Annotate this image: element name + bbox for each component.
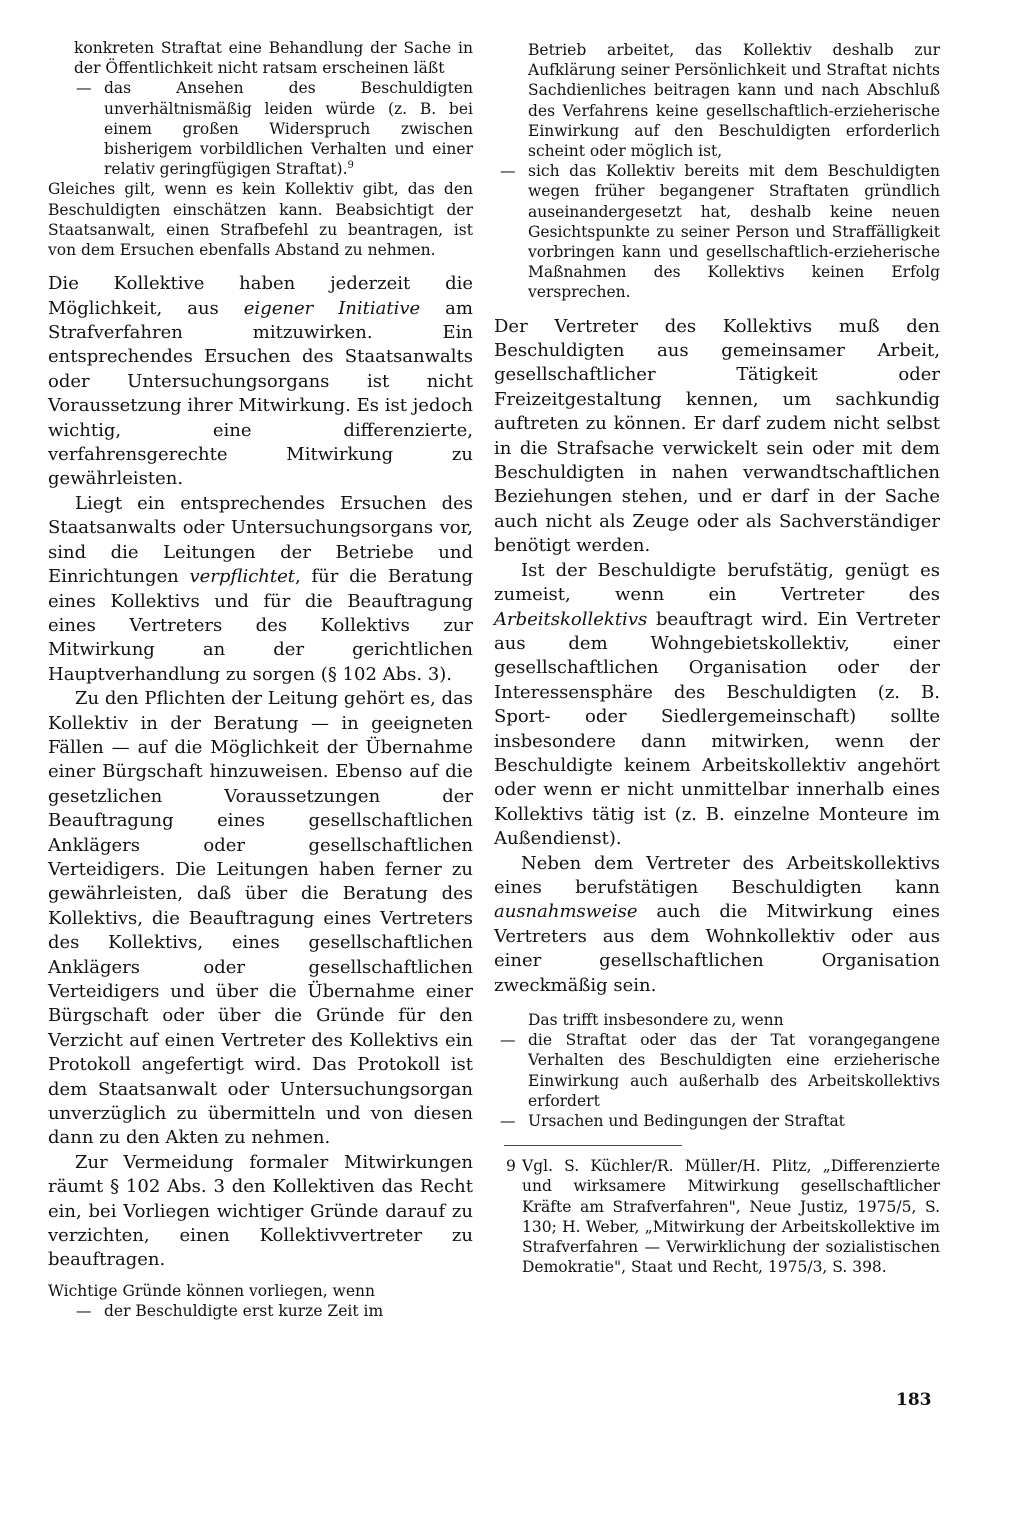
list-item-continuation: Betrieb arbeitet, das Kollektiv deshalb zur Aufklärung seiner Persönlichkeit und Straftat nichts Sachdienliches beitragen kann und nach Abschluß des Verfahrens keine gesellschaftlich-erzieherische Einwirkung auf den Beschuldigten erforderlich scheint oder möglich ist, <box>528 41 940 161</box>
dash-marker: — <box>500 162 516 181</box>
right-column <box>494 40 940 1277</box>
list-item <box>494 1111 940 1131</box>
list-intro: Wichtige Gründe können vorliegen, wenn <box>48 1281 375 1300</box>
emphasis: Arbeitskollektivs <box>494 608 648 630</box>
dash-marker: — <box>500 1112 516 1131</box>
footnote <box>494 1156 940 1277</box>
dash-marker: — <box>500 1031 516 1050</box>
paragraph: Der Vertreter des Kollektivs muß den Beschuldigten aus gemeinsamer Arbeit, gesellschaftlicher Tätigkeit oder Freizeitgestaltung kennen, um sachkundig auftreten zu können. Er darf zudem nicht selbst in die Strafsache verwickelt sein oder mit dem Beschuldigten in nahen verwandtschaftlichen Beziehungen stehen, und er darf in der Sache auch nicht als Zeuge oder als Sachverständiger benötigt werden. <box>494 315 940 557</box>
emphasis: eigener Initiative <box>243 297 421 319</box>
list-item-text: die Straftat oder das der Tat vorangegangene Verhalten des Beschuldigten eine erzieherische Einwirkung auch außerhalb des Arbeitskollektivs erfordert <box>528 1031 940 1110</box>
footnote-text: Vgl. S. Küchler/R. Müller/H. Plitz, „Differenzierte und wirksamere Mitwirkung gesellschaftlicher Kräfte am Strafverfahren", Neue Justiz, 1975/5, S. 130; H. Weber, „Mitwirkung der Arbeitskollektive im Strafverfahren — Verwirklichung der sozialistischen Demokratie", Staat und Recht, 1975/3, S. 398. <box>522 1157 940 1277</box>
page-number: 183 <box>896 1390 932 1410</box>
emphasis: verpflichtet <box>189 566 295 588</box>
list-item-text: Ursachen und Bedingungen der Straftat <box>528 1112 845 1131</box>
list-item <box>494 1030 940 1111</box>
emphasis: ausnahmsweise <box>494 901 638 923</box>
list-item <box>74 78 473 179</box>
list-item-continuation: konkreten Straftat eine Behandlung der Sache in der Öffentlichkeit nicht ratsam erscheinen läßt <box>74 39 473 78</box>
dash-marker: — <box>76 79 92 98</box>
paragraph: Zur Vermeidung formaler Mitwirkungen räumt § 102 Abs. 3 den Kollektiven das Recht ein, bei Vorliegen wichtiger Gründe darauf zu verzichten, einen Kollektivvertreter zu beauftragen. <box>48 1151 473 1271</box>
paragraph: Neben dem Vertreter des Arbeitskollektivs eines berufstätigen Beschuldigten kann ausnahmsweise auch die Mitwirkung eines Vertreters aus dem Wohnkollektiv oder aus einer gesellschaftlichen Organisation zweckmäßig sein. <box>494 852 940 996</box>
list-item <box>74 1301 473 1321</box>
footnote-divider <box>504 1145 682 1146</box>
footnote-ref: 9 <box>347 160 354 172</box>
paragraph: Die Kollektive haben jederzeit die Möglichkeit, aus eigener Initiative am Strafverfahren mitzuwirken. Ein entsprechendes Ersuchen des Staatsanwalts oder Untersuchungsorgans ist nicht Voraussetzung ihrer Mitwirkung. Es ist jedoch wichtig, eine differenzierte, verfahrensgerechte Mitwirkung zu gewährleisten. <box>48 273 473 490</box>
footnote-number: 9 <box>506 1157 516 1176</box>
list-item-text: der Beschuldigte erst kurze Zeit im <box>104 1302 384 1321</box>
list-item-text: sich das Kollektiv bereits mit dem Beschuldigten wegen früher begangener Straftaten gründlich auseinandergesetzt hat, deshalb keine neuen Gesichtspunkte zu seiner Person und Straffälligkeit vorbringen kann und gesellschaftlich-erzieherische Maßnahmen des Kollektivs keinen Erfolg versprechen. <box>528 162 940 302</box>
paragraph: Zu den Pflichten der Leitung gehört es, das Kollektiv in der Beratung — in geeigneten Fällen — auf die Möglichkeit der Übernahme einer Bürgschaft hinzuweisen. Ebenso auf die gesetzlichen Voraussetzungen der Beauftragung eines gesellschaftlichen Anklägers oder gesellschaftlichen Verteidigers. Die Leitungen haben ferner zu gewährleisten, daß über die Beratung des Kollektivs, die Beauftragung eines Vertreters des Kollektivs, eines gesellschaftlichen Anklägers oder gesellschaftlichen Verteidigers und über die Übernahme einer Bürgschaft oder über die Gründe für den Verzicht auf einen Vertreter des Kollektivs ein Protokoll angefertigt wird. Das Protokoll ist dem Staatsanwalt oder Untersuchungsorgan unverzüglich zu übermitteln und von diesen dann zu den Akten zu nehmen. <box>48 688 473 1149</box>
paragraph: Gleiches gilt, wenn es kein Kollektiv gibt, das den Beschuldigten einschätzen kann. Beabsichtigt der Staatsanwalt, einen Strafbefehl zu beantragen, ist von dem Ersuchen ebenfalls Abstand zu nehmen. <box>48 180 473 260</box>
list-intro: Das trifft insbesondere zu, wenn <box>528 1011 784 1030</box>
dash-marker: — <box>76 1302 92 1321</box>
paragraph: Ist der Beschuldigte berufstätig, genügt es zumeist, wenn ein Vertreter des Arbeitskollektivs beauftragt wird. Ein Vertreter aus dem Wohngebietskollektiv, einer gesellschaftlichen Organisation oder der Interessensphäre des Beschuldigten (z. B. Sport- oder Siedlergemeinschaft) sollte insbesondere dann mitwirken, wenn der Beschuldigte keinem Arbeitskollektiv angehört oder wenn er nicht unmittelbar innerhalb eines Kollektivs tätig ist (z. B. einzelne Monteure im Außendienst). <box>494 559 940 850</box>
paragraph: Liegt ein entsprechendes Ersuchen des Staatsanwalts oder Untersuchungsorgans vor, sind die Leitungen der Betriebe und Einrichtungen verpflichtet, für die Beratung eines Kollektivs und für die Beauftragung eines Vertreters des Kollektivs zur Mitwirkung an der gerichtlichen Hauptverhandlung zu sorgen (§ 102 Abs. 3). <box>48 492 473 685</box>
left-column <box>48 38 473 1321</box>
list-item <box>494 161 940 302</box>
list-item-text: das Ansehen des Beschuldigten unverhältnismäßig leiden würde (z. B. bei einem großen Widerspruch zwischen bisherigem vorbildlichen Verhalten und einer relativ geringfügigen Straftat). <box>104 79 473 179</box>
